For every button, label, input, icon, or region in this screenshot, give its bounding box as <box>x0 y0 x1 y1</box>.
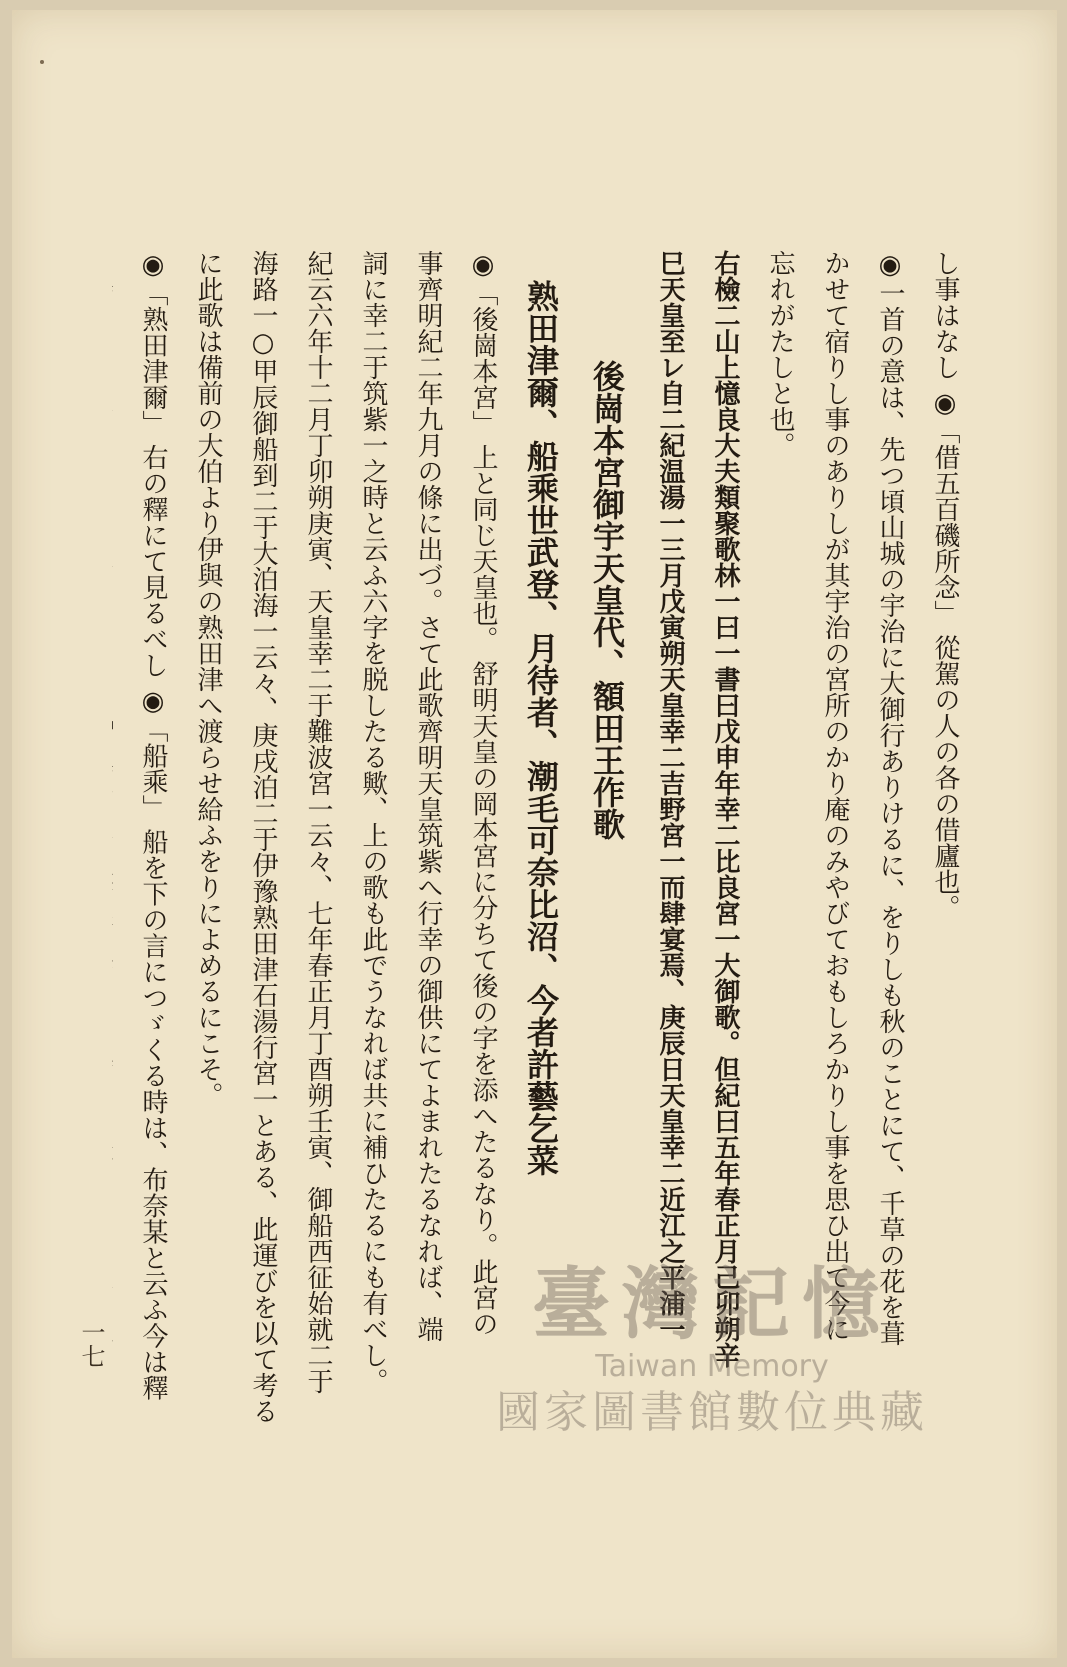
text-column-12: 紀云六年十二月丁卯朔庚寅、天皇幸二于難波宮一云々、七年春正月丁酉朔壬寅、御船西征始就二于 <box>303 250 333 1394</box>
text-column-5: 右檢二山上憶良大夫類聚歌林一曰一書曰戊申年幸二比良宮一大御歌。但紀曰五年春正月己卯朔辛 <box>710 250 740 1368</box>
poem-text: 熟田津爾、船乘世武登、月待者、潮毛可奈比沼、今者許藝乞菜 <box>522 280 560 1176</box>
watermark-english: Taiwan Memory <box>595 1349 829 1384</box>
text-column-14: に此歌は備前の大伯より伊與の熟田津へ渡らせ給ふをりによめるにこそ。 <box>193 250 223 1108</box>
text-column-10: 事齊明紀二年九月の條に出づ。さて此歌齊明天皇筑紫へ行幸の御供にてよまれたるなれば、端 <box>413 250 443 1342</box>
text-column-3: かせて宿りし事のありしが其宇治の宮所のかり庵のみやびておもしろかりし事を思ひ出て今に <box>820 250 850 1342</box>
paper-speck <box>40 60 44 64</box>
text-column-9: ◉「後崗本宮」 上と同じ天皇也。 舒明天皇の岡本宮に分ちて後の字を添へたるなり。此宮の <box>468 250 498 1337</box>
text-column-15: ◉「熟田津爾」 右の釋にて見るべし ◉「船乘」 船を下の言につゞくる時は、布奈某と云ふ今は釋 <box>138 250 168 1401</box>
document-page <box>12 10 1057 1658</box>
watermark-title: 臺灣記憶 <box>531 1260 892 1350</box>
library-watermark <box>452 1260 972 1442</box>
text-column-2: ◉一首の意は、先つ頃山城の宇治に大御行ありけるに、をりしも秋のことにて、千草の花を葺 <box>875 250 905 1346</box>
watermark-subtitle: 國家圖書館數位典藏 <box>496 1387 928 1438</box>
page-number: 一七 <box>77 1320 105 1368</box>
text-column-6: 巳天皇至レ自二紀温湯一三月戊寅朔天皇幸二吉野宮一而肆宴焉、庚辰日天皇幸二近江之平浦一 <box>655 250 685 1342</box>
text-column-4: 忘れがたしと也。 <box>765 250 795 458</box>
poem-heading: 後崗本宮御宇天皇代、額田王作歌 <box>588 360 626 840</box>
text-column-13: 海路一○甲辰御船到二于大泊海一云々、庚戌泊二于伊豫熟田津石湯行宮一とある、此運びを以て考る <box>248 250 278 1424</box>
text-column-1: し事はなし ◉「借五百磯所念」 從駕の人の各の借廬也。 <box>930 250 960 921</box>
text-column-11: 詞に幸二于筑紫一之時と云ふ六字を脱したる歟、上の歌も此でうなれば共に補ひたるにも有べし。 <box>358 250 388 1394</box>
text-column-16 <box>112 250 125 1530</box>
